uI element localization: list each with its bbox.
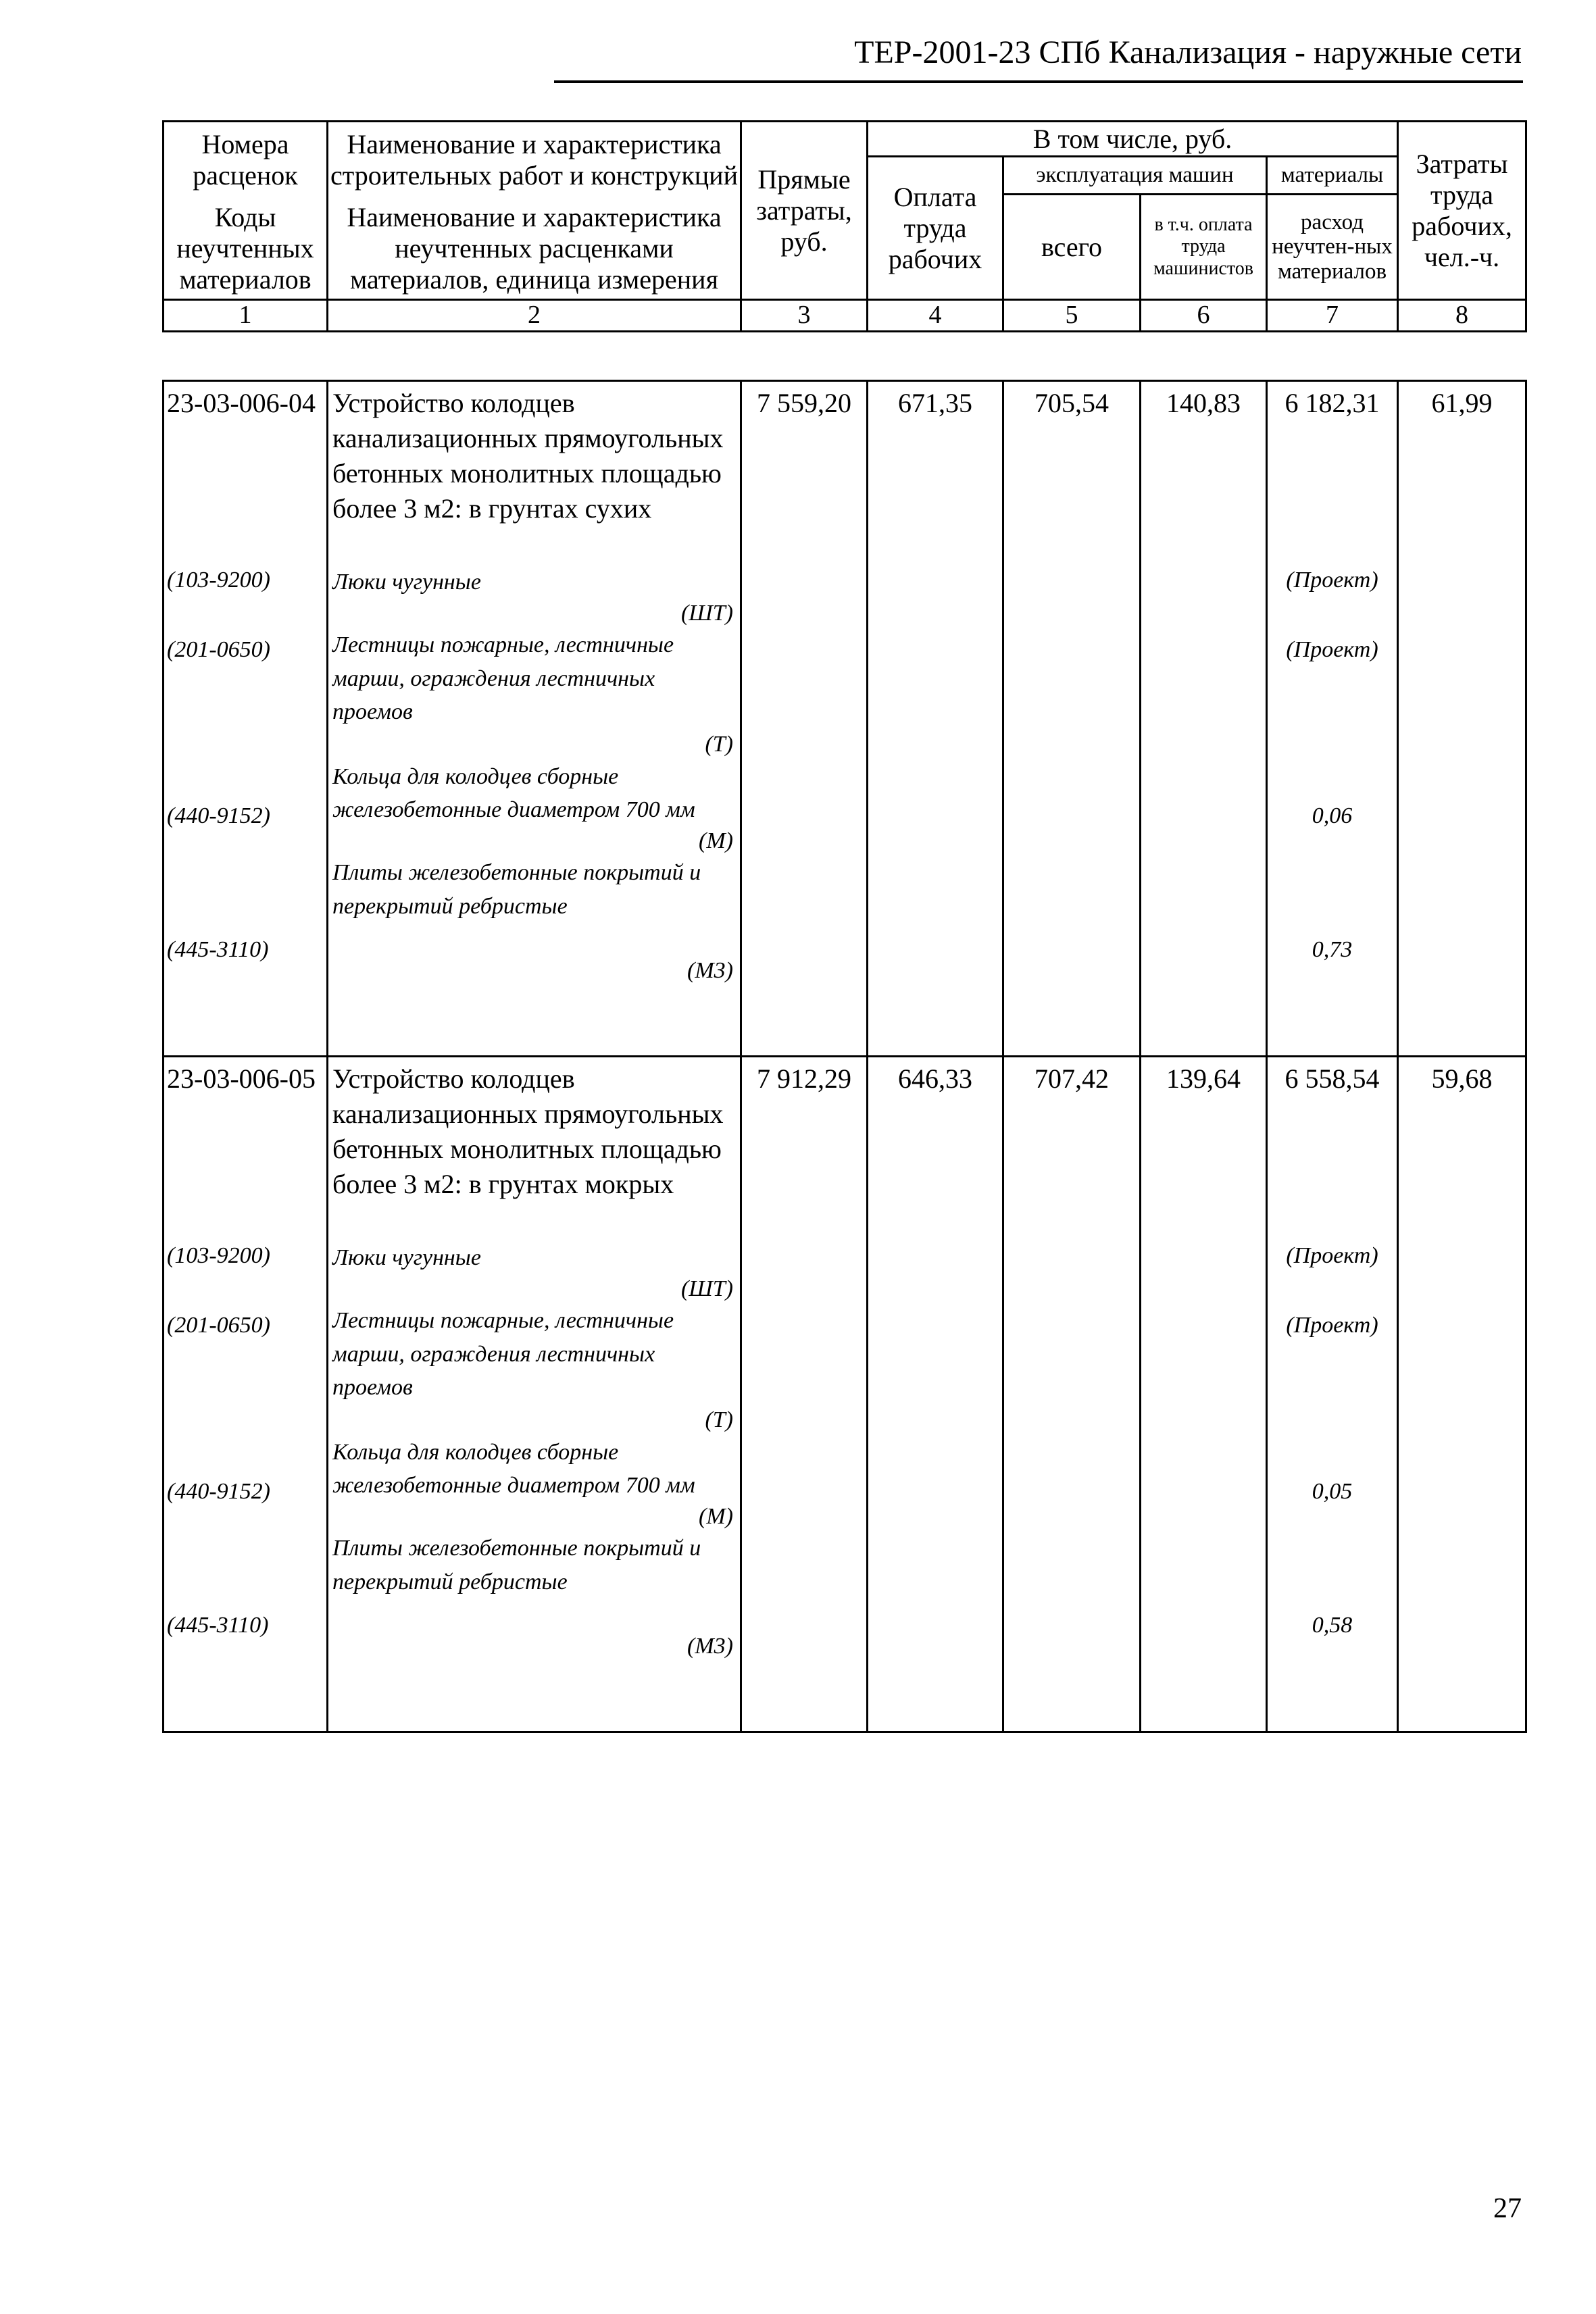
material-unit: (Т) [705, 1407, 733, 1433]
material-code: (103-9200) [167, 568, 270, 593]
material-name: Кольца для колодцев сборные железобетонные диаметром 700 мм [332, 1439, 695, 1498]
material-value: (Проект) [1286, 568, 1378, 593]
material-unit: (ШТ) [680, 1276, 733, 1302]
rate-name-cell [328, 381, 741, 1057]
material-value: (Проект) [1286, 637, 1378, 662]
materials-cell [1267, 1057, 1398, 1732]
header-num-4: 4 [868, 300, 1003, 332]
direct-cost: 7 559,20 [741, 381, 868, 1057]
material-unit: (М3) [687, 958, 733, 984]
machinists-cost: 140,83 [1141, 381, 1267, 1057]
header-col2-bottom: Наименование и характеристика неучтенных расценками материалов, единица измерения [328, 199, 741, 300]
rate-name-cell [328, 1057, 741, 1732]
material-code: (440-9152) [167, 1479, 270, 1504]
header-col8: Затраты труда рабочих, чел.-ч. [1398, 122, 1526, 300]
material-code: (201-0650) [167, 637, 270, 662]
material-code: (445-3110) [167, 937, 269, 962]
rates-table [162, 380, 1527, 1733]
rate-code: 23-03-006-04 [167, 388, 316, 418]
material-code: (201-0650) [167, 1313, 270, 1338]
machinists-cost: 139,64 [1141, 1057, 1267, 1732]
materials-cost: 6 558,54 [1285, 1063, 1380, 1094]
header-materials: материалы [1267, 157, 1398, 195]
material-name: Плиты железобетонные покрытий и перекрытий ребристые [332, 1536, 701, 1594]
table-header [162, 120, 1527, 332]
material-unit: (М3) [687, 1634, 733, 1659]
material-value: 0,58 [1312, 1613, 1353, 1638]
running-head: ТЕР-2001-23 СПб Канализация - наружные сети [854, 34, 1522, 70]
material-value: 0,06 [1312, 803, 1353, 828]
machines-total: 707,42 [1003, 1057, 1141, 1732]
rate-name: Устройство колодцев канализационных прямоугольных бетонных монолитных площадью более 3 м2: в грунтах сухих [332, 388, 724, 524]
table-row [164, 381, 1526, 1057]
material-code: (103-9200) [167, 1243, 270, 1268]
header-col1-bottom: Коды неучтенных материалов [164, 199, 328, 300]
header-col1-top: Номера расценок [164, 122, 328, 199]
material-unit: (М) [699, 828, 733, 854]
header-col5: всего [1003, 195, 1141, 300]
rate-code: 23-03-006-05 [167, 1063, 316, 1094]
rate-code-cell [164, 1057, 328, 1732]
header-num-6: 6 [1141, 300, 1267, 332]
header-num-5: 5 [1003, 300, 1141, 332]
header-num-3: 3 [741, 300, 868, 332]
material-name: Кольца для колодцев сборные железобетонные диаметром 700 мм [332, 763, 695, 822]
direct-cost: 7 912,29 [741, 1057, 868, 1732]
material-code: (445-3110) [167, 1613, 269, 1638]
material-value: (Проект) [1286, 1313, 1378, 1338]
header-col4: Оплата труда рабочих [868, 157, 1003, 300]
header-col3: Прямые затраты, руб. [741, 122, 868, 300]
header-machines: эксплуатация машин [1003, 157, 1267, 195]
material-value: 0,05 [1312, 1479, 1353, 1504]
labor-hours: 59,68 [1398, 1057, 1526, 1732]
labor-cost: 671,35 [868, 381, 1003, 1057]
material-name: Лестницы пожарные, лестничные марши, ограждения лестничных проемов [332, 632, 674, 725]
labor-hours: 61,99 [1398, 381, 1526, 1057]
header-incl: В том числе, руб. [868, 122, 1398, 157]
header-num-7: 7 [1267, 300, 1398, 332]
rate-name: Устройство колодцев канализационных прямоугольных бетонных монолитных площадью более 3 м2: в грунтах мокрых [332, 1063, 724, 1199]
material-unit: (ШТ) [680, 601, 733, 626]
header-num-8: 8 [1398, 300, 1526, 332]
material-code: (440-9152) [167, 803, 270, 828]
material-name: Лестницы пожарные, лестничные марши, ограждения лестничных проемов [332, 1308, 674, 1401]
rate-code-cell [164, 381, 328, 1057]
labor-cost: 646,33 [868, 1057, 1003, 1732]
header-num-1: 1 [164, 300, 328, 332]
header-col2-top: Наименование и характеристика строительных работ и конструкций [328, 122, 741, 199]
materials-cell [1267, 381, 1398, 1057]
page-number: 27 [1493, 2193, 1522, 2224]
material-name: Плиты железобетонные покрытий и перекрытий ребристые [332, 860, 701, 919]
material-value: 0,73 [1312, 937, 1353, 962]
machines-total: 705,54 [1003, 381, 1141, 1057]
header-col6: в т.ч. оплата труда машинистов [1141, 195, 1267, 300]
material-name: Люки чугунные [332, 570, 481, 595]
material-name: Люки чугунные [332, 1245, 481, 1270]
material-unit: (М) [699, 1504, 733, 1530]
table-row [164, 1057, 1526, 1732]
material-value: (Проект) [1286, 1243, 1378, 1268]
header-num-2: 2 [328, 300, 741, 332]
header-rule [554, 80, 1523, 83]
material-unit: (Т) [705, 732, 733, 757]
header-col7: расход неучтен-ных материалов [1267, 195, 1398, 300]
materials-cost: 6 182,31 [1285, 388, 1380, 418]
